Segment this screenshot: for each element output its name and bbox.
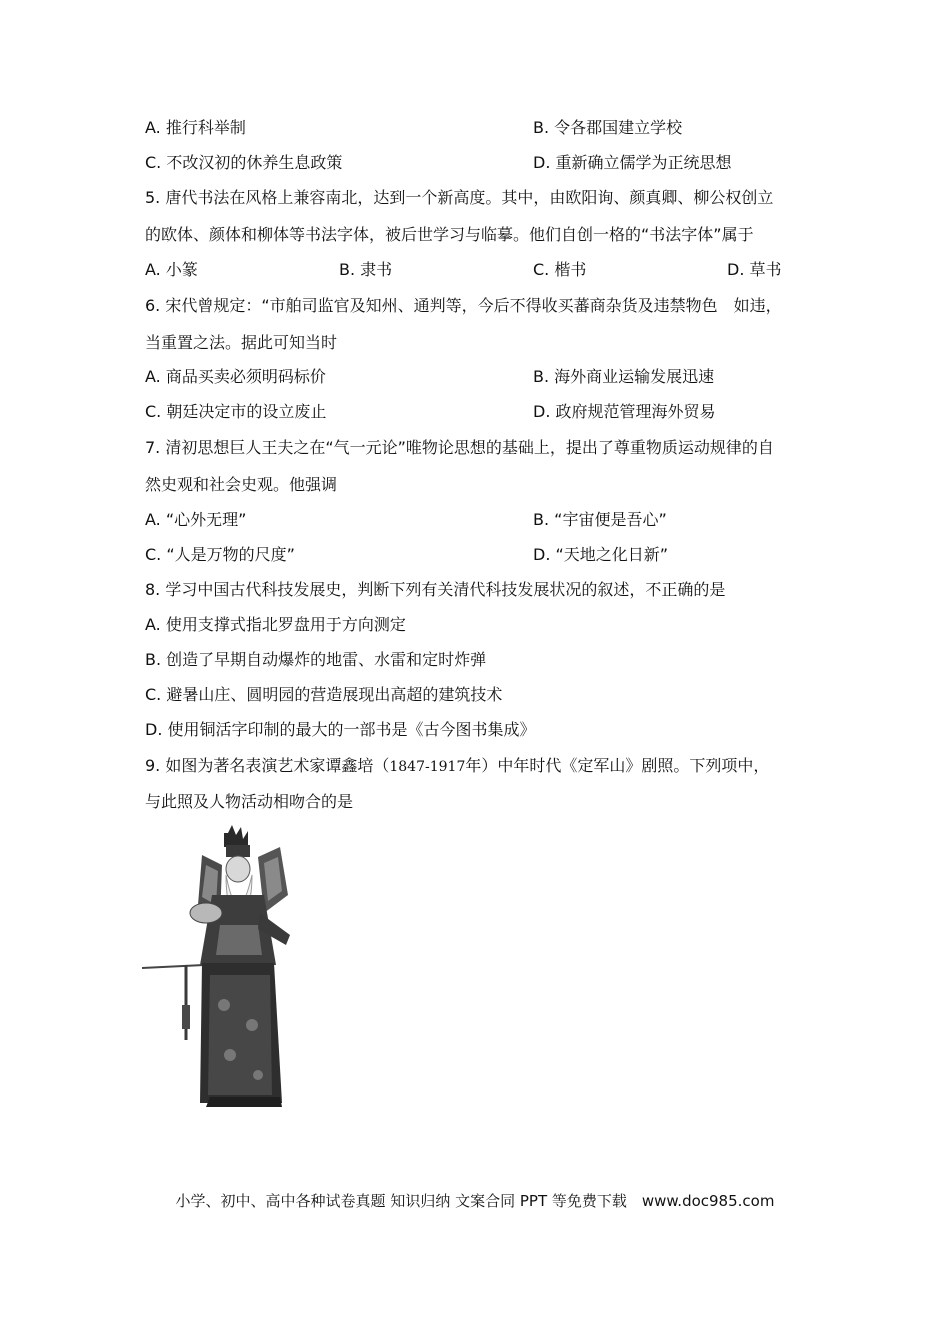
q7-option-a: A. “心外无理” [145, 510, 247, 529]
q5-option-c: C. 楷书 [533, 260, 587, 279]
q7-option-c: C. “人是万物的尺度” [145, 545, 295, 564]
q9-stem-years: 1847-1917 [389, 759, 466, 775]
q7-stem-line2: 然史观和社会史观。他强调 [145, 475, 338, 494]
q8-option-d: D. 使用铜活字印制的最大的一部书是《古今图书集成》 [145, 720, 536, 739]
q8-option-c: C. 避暑山庄、圆明园的营造展现出高超的建筑技术 [145, 685, 503, 704]
q5-option-b: B. 隶书 [339, 260, 393, 279]
q6-option-b: B. 海外商业运输发展迅速 [533, 367, 715, 386]
q7-option-d: D. “天地之化日新” [533, 545, 669, 564]
q6-option-a: A. 商品买卖必须明码标价 [145, 367, 326, 386]
q4-option-b: B. 令各郡国建立学校 [533, 118, 683, 137]
footer-text: 小学、初中、高中各种试卷真题 知识归纳 文案合同 PPT 等免费下载 www.doc985.com [175, 1192, 775, 1210]
q7-option-b: B. “宇宙便是吾心” [533, 510, 667, 529]
q4-option-c: C. 不改汉初的休养生息政策 [145, 153, 343, 172]
q9-stem-line2: 与此照及人物活动相吻合的是 [145, 792, 354, 811]
q8-stem: 8. 学习中国古代科技发展史，判断下列有关清代科技发展状况的叙述，不正确的是 [145, 580, 726, 599]
q6-option-d: D. 政府规范管理海外贸易 [533, 402, 716, 421]
q5-option-d: D. 草书 [727, 260, 782, 279]
q7-stem-line1: 7. 清初思想巨人王夫之在“气一元论”唯物论思想的基础上，提出了尊重物质运动规律的自 [145, 438, 774, 457]
q9-stem-line1 [145, 756, 769, 777]
q6-option-c: C. 朝廷决定市的设立废止 [145, 402, 327, 421]
q8-option-b: B. 创造了早期自动爆炸的地雷、水雷和定时炸弹 [145, 650, 487, 669]
q4-option-d: D. 重新确立儒学为正统思想 [533, 153, 732, 172]
q4-option-a: A. 推行科举制 [145, 118, 246, 137]
q6-stem-line1: 6. 宋代曾规定：“市舶司监官及知州、通判等，今后不得收买蕃商杂货及违禁物色 如违， [145, 296, 782, 315]
q6-stem-line2: 当重置之法。据此可知当时 [145, 333, 338, 352]
q5-option-a: A. 小篆 [145, 260, 198, 279]
q9-stem-pre: 9. 如图为著名表演艺术家谭鑫培（ [145, 756, 390, 775]
q5-stem-line2: 的欧体、颜体和柳体等书法字体，被后世学习与临摹。他们自创一格的“书法字体”属于 [145, 225, 754, 244]
opera-actor-photo [140, 825, 310, 1110]
q5-stem-line1: 5. 唐代书法在风格上兼容南北，达到一个新高度。其中，由欧阳询、颜真卿、柳公权创立 [145, 188, 774, 207]
q9-stem-post: 年）中年时代《定军山》剧照。下列项中， [465, 756, 770, 775]
q8-option-a: A. 使用支撑式指北罗盘用于方向测定 [145, 615, 406, 634]
